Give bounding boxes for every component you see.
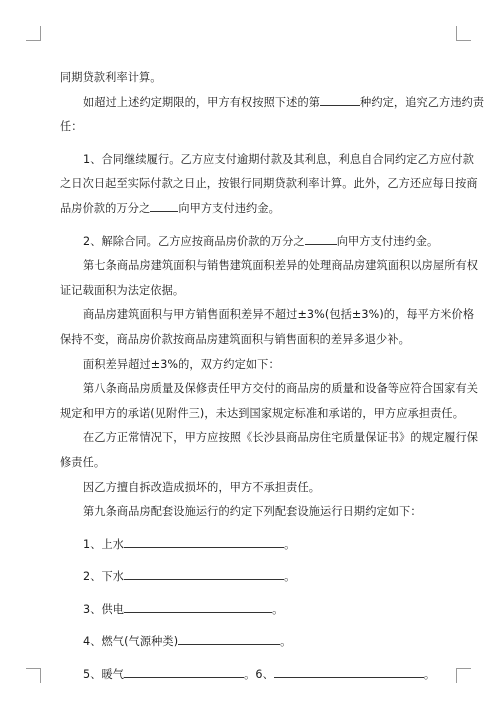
crop-mark-bottom-left xyxy=(26,668,41,683)
paragraph-line: 2、解除合同。乙方应按商品房价款的万分之 向甲方支付违约金。 xyxy=(60,230,440,255)
paragraph-line: 证记载面积为法定依据。 xyxy=(60,283,185,297)
facility-line-power: 3、供电 。 xyxy=(60,598,440,623)
paragraph-line: 第九条商品房配套设施运行的约定下列配套设施运行日期约定如下： xyxy=(83,505,422,519)
paragraph-line: 同期贷款利率计算。 xyxy=(60,71,162,84)
paragraph-line: 规定和甲方的承诺(见附件三)，未达到国家规定标准和承诺的，甲方应承担责任。 xyxy=(60,406,464,420)
paragraph-line: 第七条商品房建筑面积与销售建筑面积差异的处理商品房建筑面积以房屋所有权 xyxy=(83,259,479,273)
facility-line-drainage: 2、下水 。 xyxy=(60,565,440,590)
blank-field[interactable] xyxy=(305,232,337,245)
paragraph-line: 保持不变，商品房价款按商品房建筑面积与销售面积的差异多退少补。 xyxy=(60,332,410,346)
paragraph-line: 面积差异超过±3%的，双方约定如下： xyxy=(83,357,280,371)
paragraph-line: 之日次日起至实际付款之日止，按银行同期贷款利率计算。此外，乙方还应每日按商 xyxy=(60,177,478,191)
paragraph-line: 任： xyxy=(60,120,83,134)
paragraph-line: 第八条商品房质量及保修责任甲方交付的商品房的质量和设备等应符合国家有关 xyxy=(83,382,479,396)
paragraph-line: 1、合同继续履行。乙方应支付逾期付款及其利息，利息自合同约定乙方应付款 xyxy=(83,152,474,166)
crop-mark-top-right xyxy=(456,26,471,41)
crop-mark-top-left xyxy=(26,26,41,41)
blank-field[interactable] xyxy=(320,93,360,106)
blank-field[interactable] xyxy=(124,535,284,548)
facility-line-gas: 4、燃气(气源种类) 。 xyxy=(60,630,440,655)
paragraph-line: 商品房建筑面积与甲方销售面积差异不超过±3%(包括±3%)的，每平方米价格 xyxy=(83,308,475,322)
paragraph-line: 修责任。 xyxy=(60,455,106,469)
crop-mark-bottom-right xyxy=(456,668,471,683)
blank-field[interactable] xyxy=(124,600,272,613)
paragraph-line: 如超过上述约定期限的，甲方有权按照下述的第 种约定，追究乙方违约责 xyxy=(60,91,440,116)
blank-field[interactable] xyxy=(124,567,284,580)
paragraph-line: 因乙方擅自拆改造成损坏的，甲方不承担责任。 xyxy=(83,480,321,494)
facility-line-heating: 5、暖气 。6、 。 xyxy=(60,663,440,688)
blank-field[interactable] xyxy=(274,665,424,678)
blank-field[interactable] xyxy=(150,199,178,212)
facility-line-water-supply: 1、上水 。 xyxy=(60,533,440,558)
document-body xyxy=(60,66,485,688)
paragraph-line: 品房价款的万分之 向甲方支付违约金。 xyxy=(60,197,440,222)
paragraph-line: 在乙方正常情况下，甲方应按照《长沙县商品房住宅质量保证书》的规定履行保 xyxy=(83,431,479,445)
blank-field[interactable] xyxy=(124,665,244,678)
blank-field[interactable] xyxy=(178,632,280,645)
